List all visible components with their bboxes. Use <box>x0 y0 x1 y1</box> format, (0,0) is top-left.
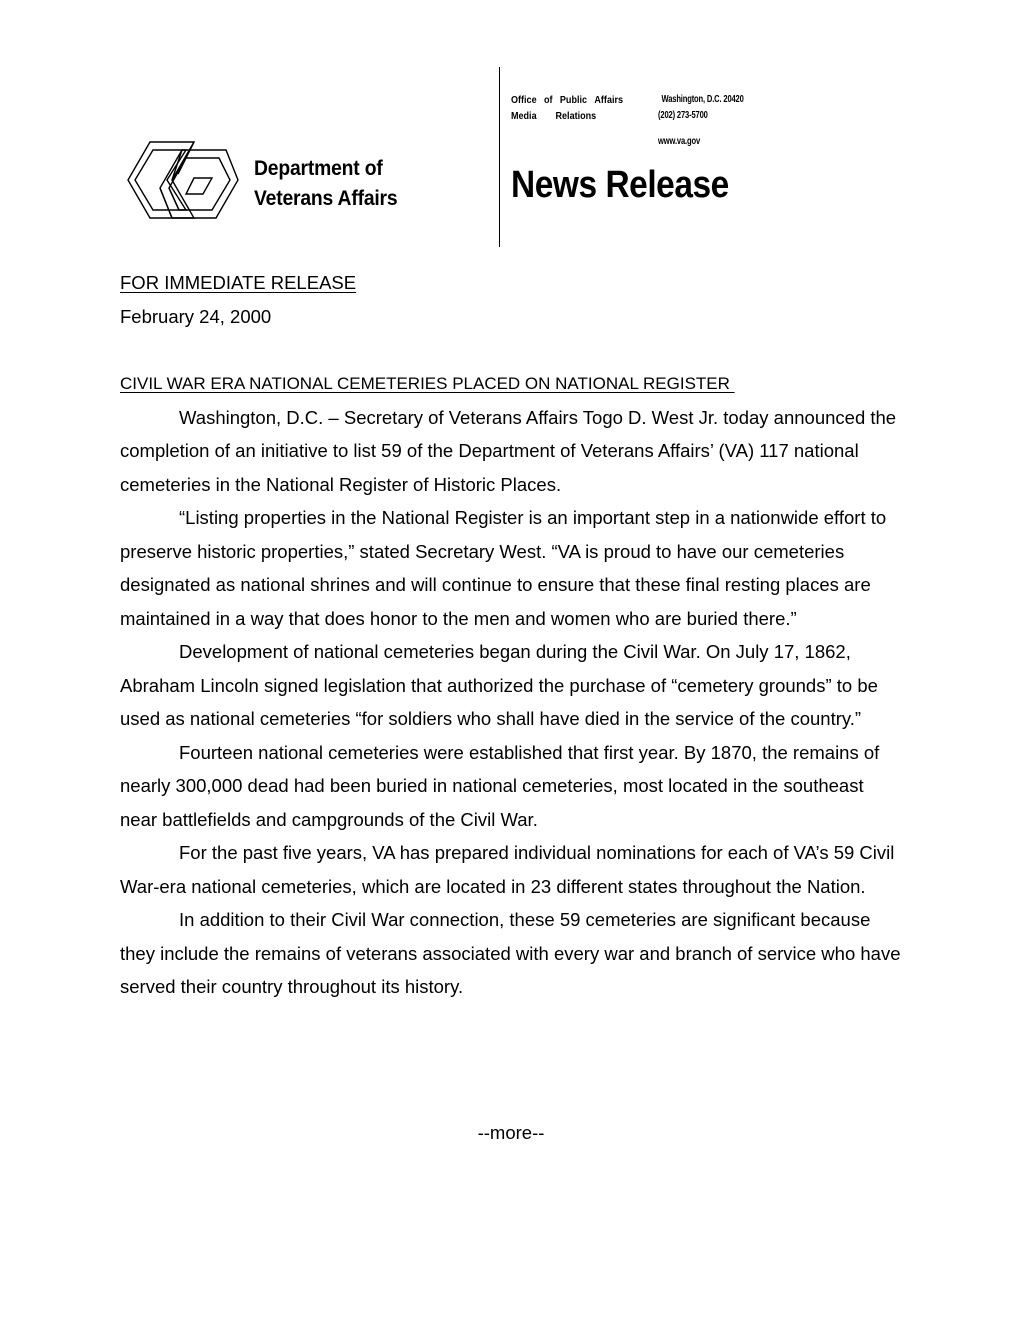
office-word-public: Public <box>559 94 588 106</box>
agency-name-line1: Department of <box>254 156 383 180</box>
office-word-affairs: Affairs <box>594 94 624 106</box>
contact-phone: (202) 273-5700 <box>658 110 708 121</box>
agency-name <box>254 154 397 215</box>
office-line-1 <box>511 92 795 108</box>
for-immediate-release <box>120 266 902 300</box>
release-paragraph: Washington, D.C. – Secretary of Veterans Affairs Togo D. West Jr. today announced the completion of an initiative to list 59 of the Department of Veterans Affairs’ (VA) 117 national cemeteries in the National Register of Historic Places. <box>120 406 897 495</box>
agency-name-line2: Veterans Affairs <box>254 187 398 210</box>
va-seal-logo <box>120 138 242 230</box>
release-headline <box>120 366 902 401</box>
office-word-of: of <box>543 94 553 106</box>
release-body <box>120 266 902 1143</box>
va-logo-block <box>120 138 410 230</box>
letterhead <box>0 0 1020 250</box>
for-immediate-release-text: FOR IMMEDIATE RELEASE <box>120 272 357 293</box>
office-word-relations: Relations <box>555 110 597 122</box>
office-word-media: Media <box>511 110 537 122</box>
release-paragraph: In addition to their Civil War connection, these 59 cemeteries are significant because they include the remains of veterans associated with every war and branch of service who have served their country throughout its history. <box>120 909 901 997</box>
office-word-office: Office <box>511 94 537 106</box>
release-date: February 24, 2000 <box>120 305 272 327</box>
contact-website[interactable]: www.va.gov <box>658 136 701 147</box>
release-headline-text: CIVIL WAR ERA NATIONAL CEMETERIES PLACED ON NATIONAL REGISTER <box>120 374 735 393</box>
masthead-info <box>511 92 841 150</box>
release-paragraph: “Listing properties in the National Register is an important step in a nationwide effort to preserve historic properties,” stated Secretary West. “VA is proud to have our cemeteries designated as national shrines and will continue to ensure that these final resting places are maintained in a way that does honor to the men and women who are buried there.” <box>120 507 887 629</box>
release-paragraph: Fourteen national cemeteries were established that first year. By 1870, the remains of nearly 300,000 dead had been buried in national cemeteries, most located in the southeast near battlefields and campgrounds of the Civil War. <box>120 741 880 830</box>
release-paragraph: For the past five years, VA has prepared individual nominations for each of VA’s 59 Civil War-era national cemeteries, which are located in 23 different states throughout the Nation. <box>120 842 895 897</box>
news-release-title: News Release <box>511 164 729 206</box>
continuation-marker: --more-- <box>477 1122 545 1143</box>
header-divider <box>499 67 500 247</box>
release-paragraph: Development of national cemeteries began during the Civil War. On July 17, 1862, Abraham Lincoln signed legislation that authorized the purchase of “cemetery grounds” to be used as national cemeteries “for soldiers who shall have died in the service of the country.” <box>120 641 878 729</box>
office-line-2 <box>511 108 795 150</box>
contact-address: Washington, D.C. 20420 <box>661 94 744 105</box>
